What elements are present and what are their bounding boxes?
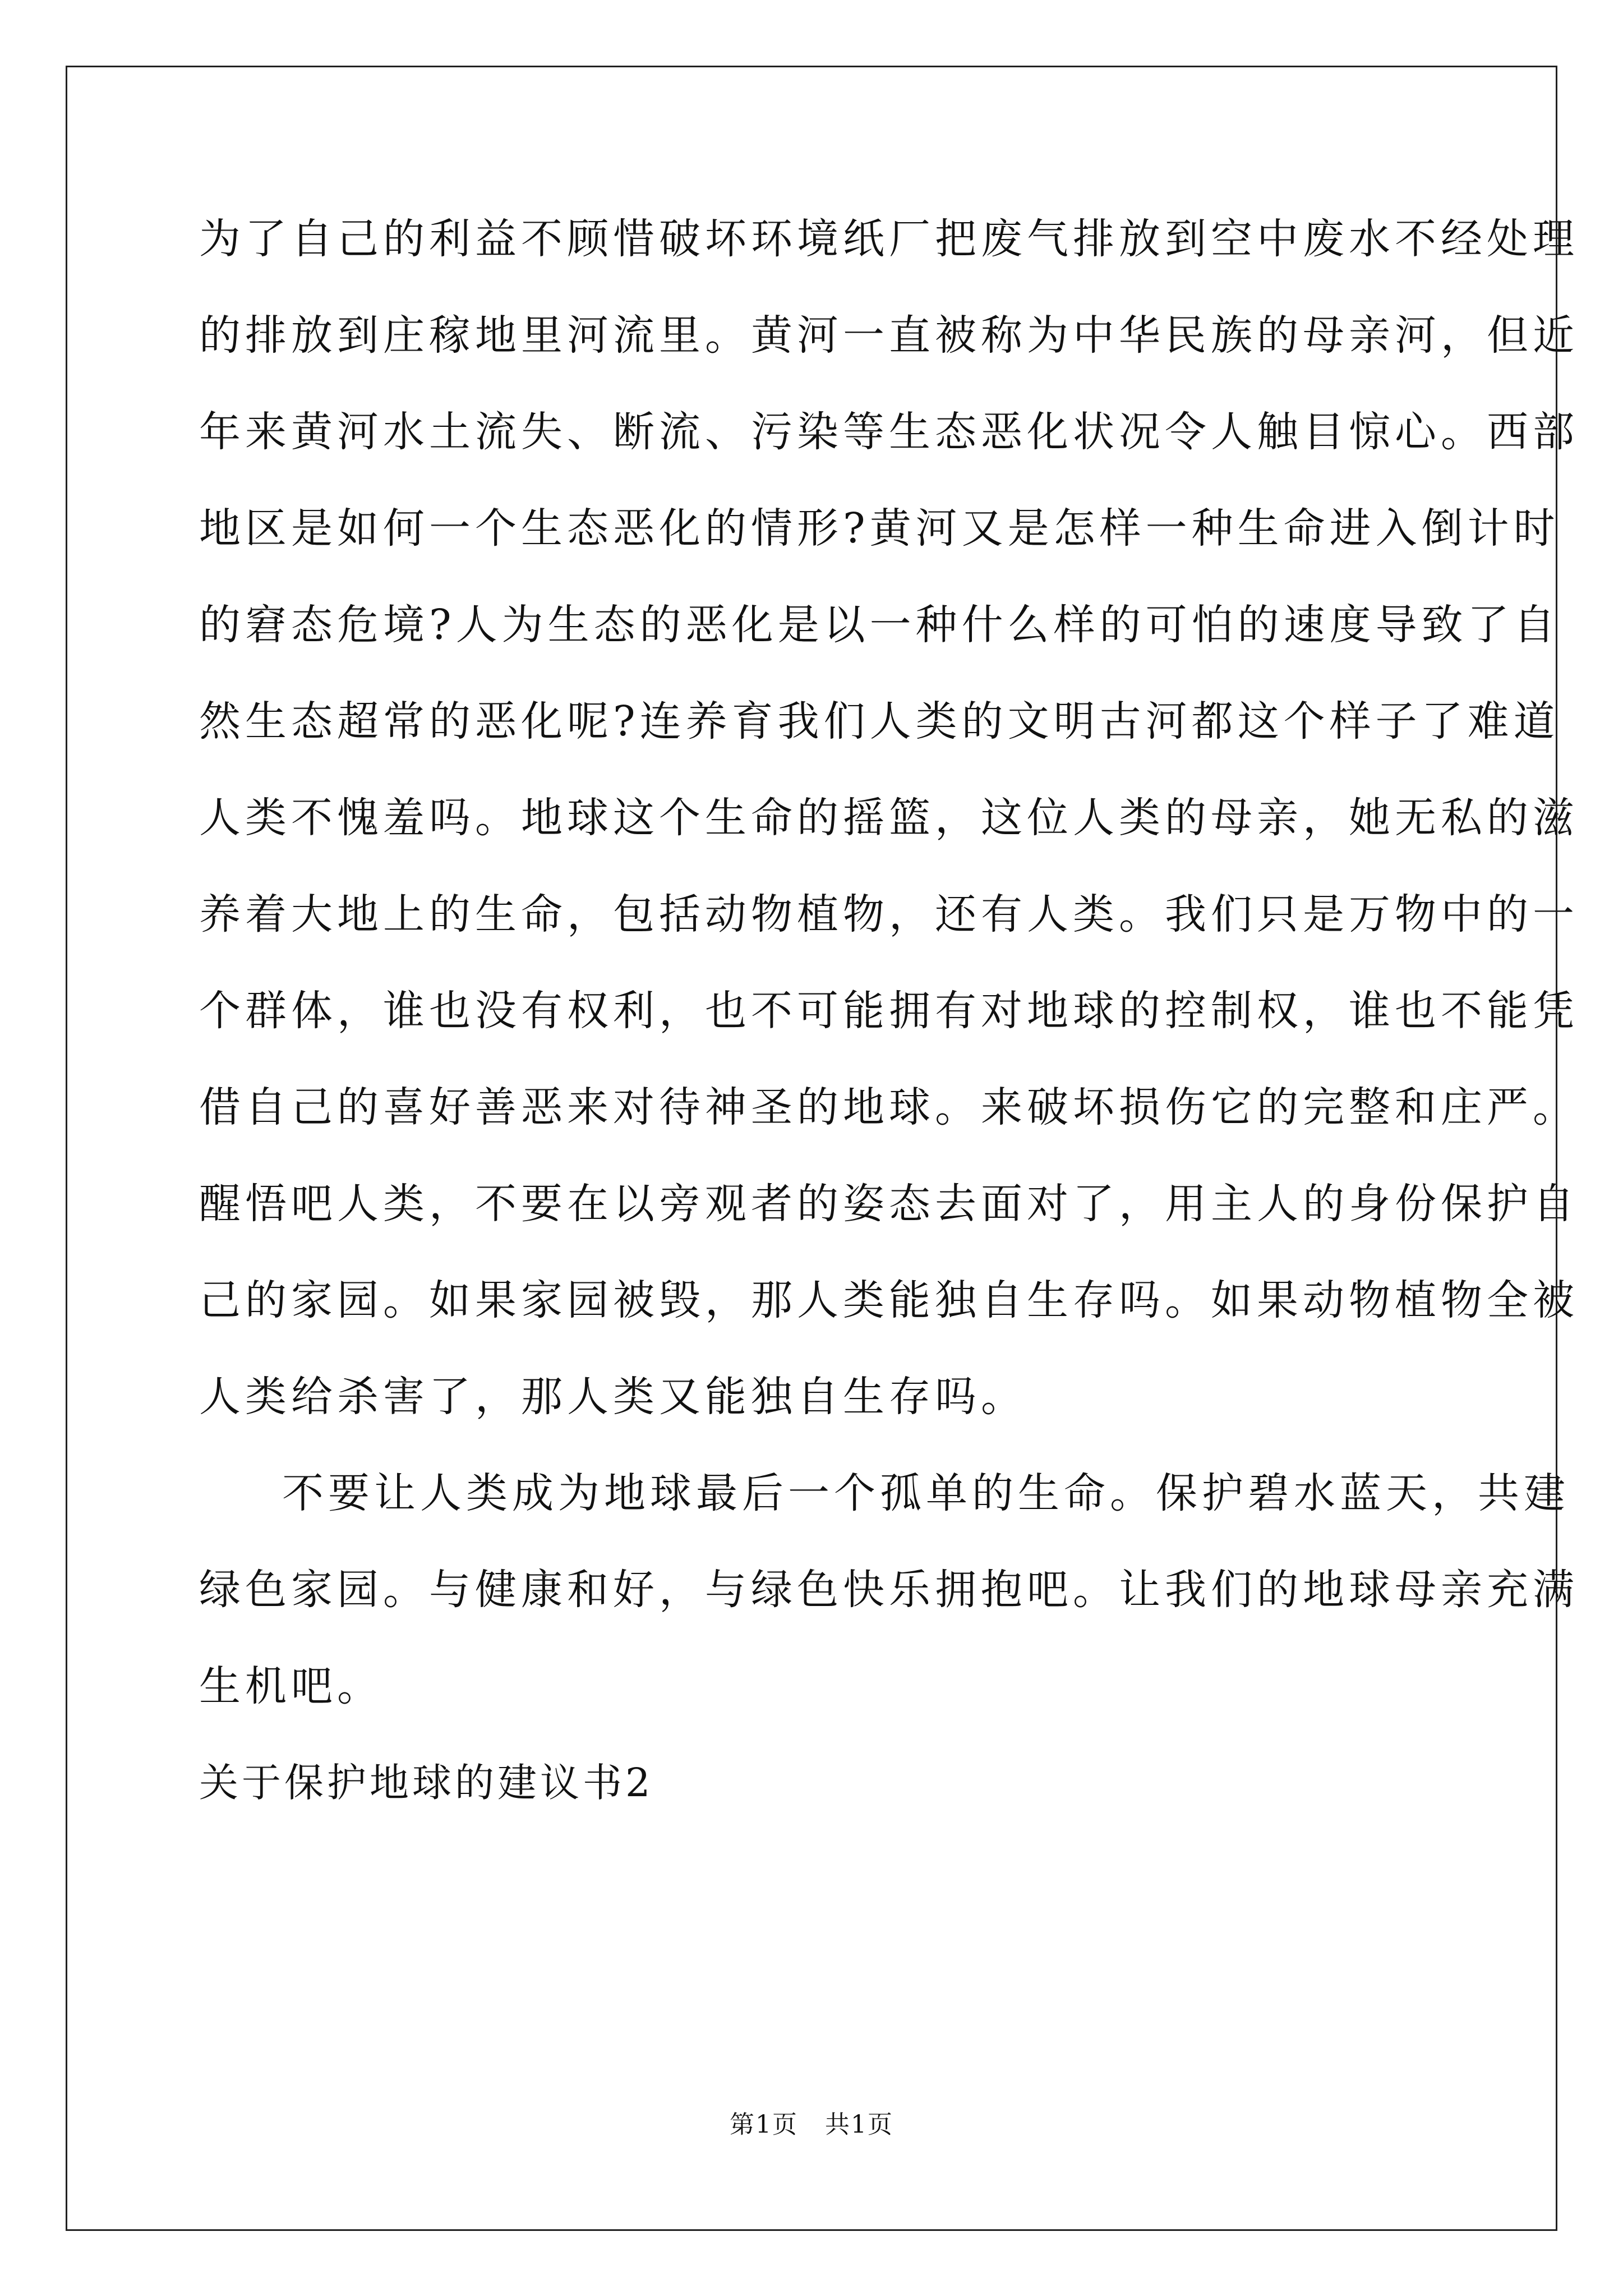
text-line: 己的家园。如果家园被毁，那人类能独自生存吗。如果动物植物全被 (199, 1276, 1579, 1324)
text-line: 生机吧。 (199, 1662, 383, 1710)
text-line: 人类不愧羞吗。地球这个生命的摇篮，这位人类的母亲，她无私的滋 (199, 794, 1579, 842)
text-line: 养着大地上的生命，包括动物植物，还有人类。我们只是万物中的一 (199, 890, 1579, 938)
text-line: 的窘态危境?人为生态的恶化是以一种什么样的可怕的速度导致了自 (199, 601, 1560, 649)
paragraph-2 (199, 1466, 1579, 1756)
text-line: 地区是如何一个生态恶化的情形?黄河又是怎样一种生命进入倒计时 (199, 504, 1560, 553)
text-line: 个群体，谁也没有权利，也不可能拥有对地球的控制权，谁也不能凭 (199, 987, 1579, 1035)
text-line: 人类给杀害了，那人类又能独自生存吗。 (199, 1373, 1027, 1421)
document-body (199, 212, 1579, 1852)
text-line: 醒悟吧人类，不要在以旁观者的姿态去面对了，用主人的身份保护自 (199, 1180, 1579, 1228)
text-line: 绿色家园。与健康和好，与绿色快乐拥抱吧。让我们的地球母亲充满 (199, 1566, 1579, 1614)
paragraph-1 (199, 212, 1579, 1466)
section-title: 关于保护地球的建议书2 (199, 1760, 654, 1806)
page-number: 第1页 (730, 2110, 798, 2139)
text-line: 年来黄河水土流失、断流、污染等生态恶化状况令人触目惊心。西部 (199, 408, 1579, 456)
text-line: 不要让人类成为地球最后一个孤单的生命。保护碧水蓝天，共建 (282, 1469, 1570, 1517)
page-footer (0, 2108, 1623, 2142)
text-line: 然生态超常的恶化呢?连养育我们人类的文明古河都这个样子了难道 (199, 697, 1560, 746)
text-line: 借自己的喜好善恶来对待神圣的地球。来破坏损伤它的完整和庄严。 (199, 1083, 1579, 1131)
page-total: 共1页 (825, 2110, 893, 2139)
text-line: 为了自己的利益不顾惜破坏环境纸厂把废气排放到空中废水不经处理 (199, 215, 1579, 263)
text-line: 的排放到庄稼地里河流里。黄河一直被称为中华民族的母亲河，但近 (199, 311, 1579, 360)
